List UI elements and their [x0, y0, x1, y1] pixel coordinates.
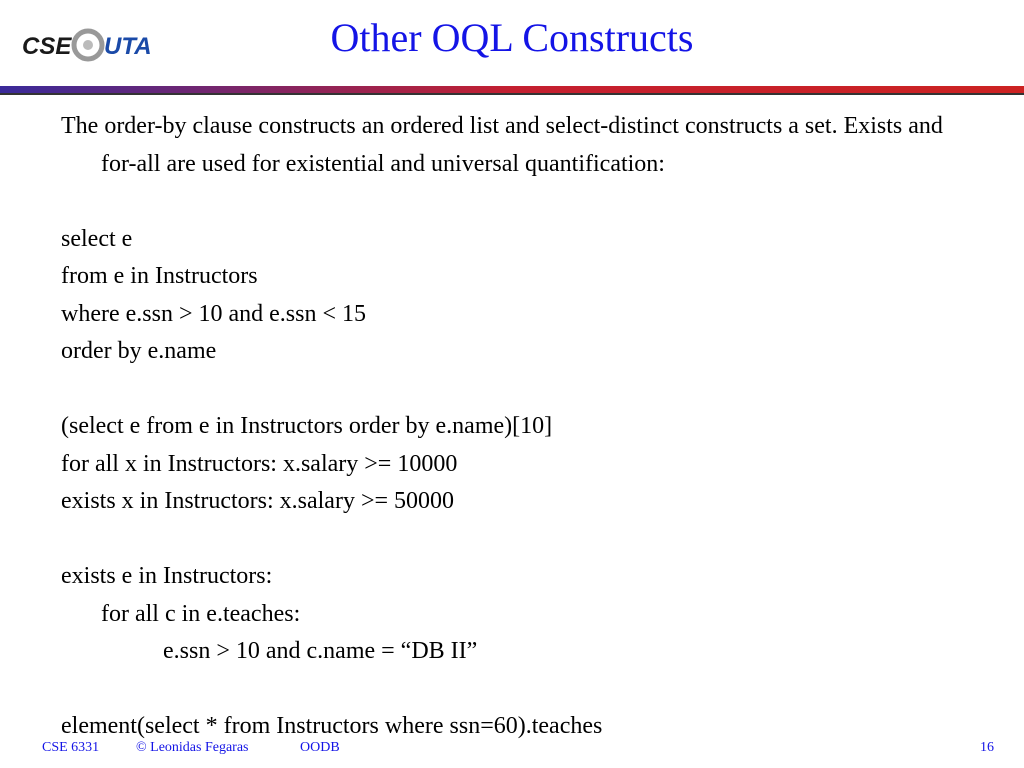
- query1-line: where e.ssn > 10 and e.ssn < 15: [61, 300, 367, 327]
- query1-line: order by e.name: [61, 338, 217, 364]
- query3-line: for all c in e.teaches:: [101, 600, 301, 627]
- footer-topic: OODB: [300, 740, 340, 755]
- query3-line: exists e in Instructors:: [61, 563, 273, 589]
- query3-line: e.ssn > 10 and c.name = “DB II”: [163, 638, 478, 664]
- logo-text-uta: UTA: [104, 33, 152, 60]
- footer-author: © Leonidas Fegaras: [136, 740, 249, 755]
- intro-paragraph: The order-by clause constructs an ordered list and select-distinct constructs a set. Exists and for-all are used for existential and universal quantification:: [61, 113, 943, 177]
- query2-line: for all x in Instructors: x.salary >= 10000: [61, 450, 458, 477]
- query1-line: from e in Instructors: [61, 263, 258, 289]
- title-divider-bar: [0, 86, 1024, 95]
- footer-page-number: 16: [980, 740, 994, 755]
- query1-line: select e: [61, 225, 133, 252]
- footer-course: CSE 6331: [42, 740, 100, 755]
- slide-body: [61, 108, 961, 746]
- query2-line: exists x in Instructors: x.salary >= 50000: [61, 488, 455, 514]
- query4-line: element(select * from Instructors where ssn=60).teaches: [61, 713, 603, 739]
- query2-line: (select e from e in Instructors order by e.name)[10]: [61, 413, 553, 439]
- logo-text-cse: CSE: [22, 33, 72, 60]
- slide-title: Other OQL Constructs: [330, 15, 694, 60]
